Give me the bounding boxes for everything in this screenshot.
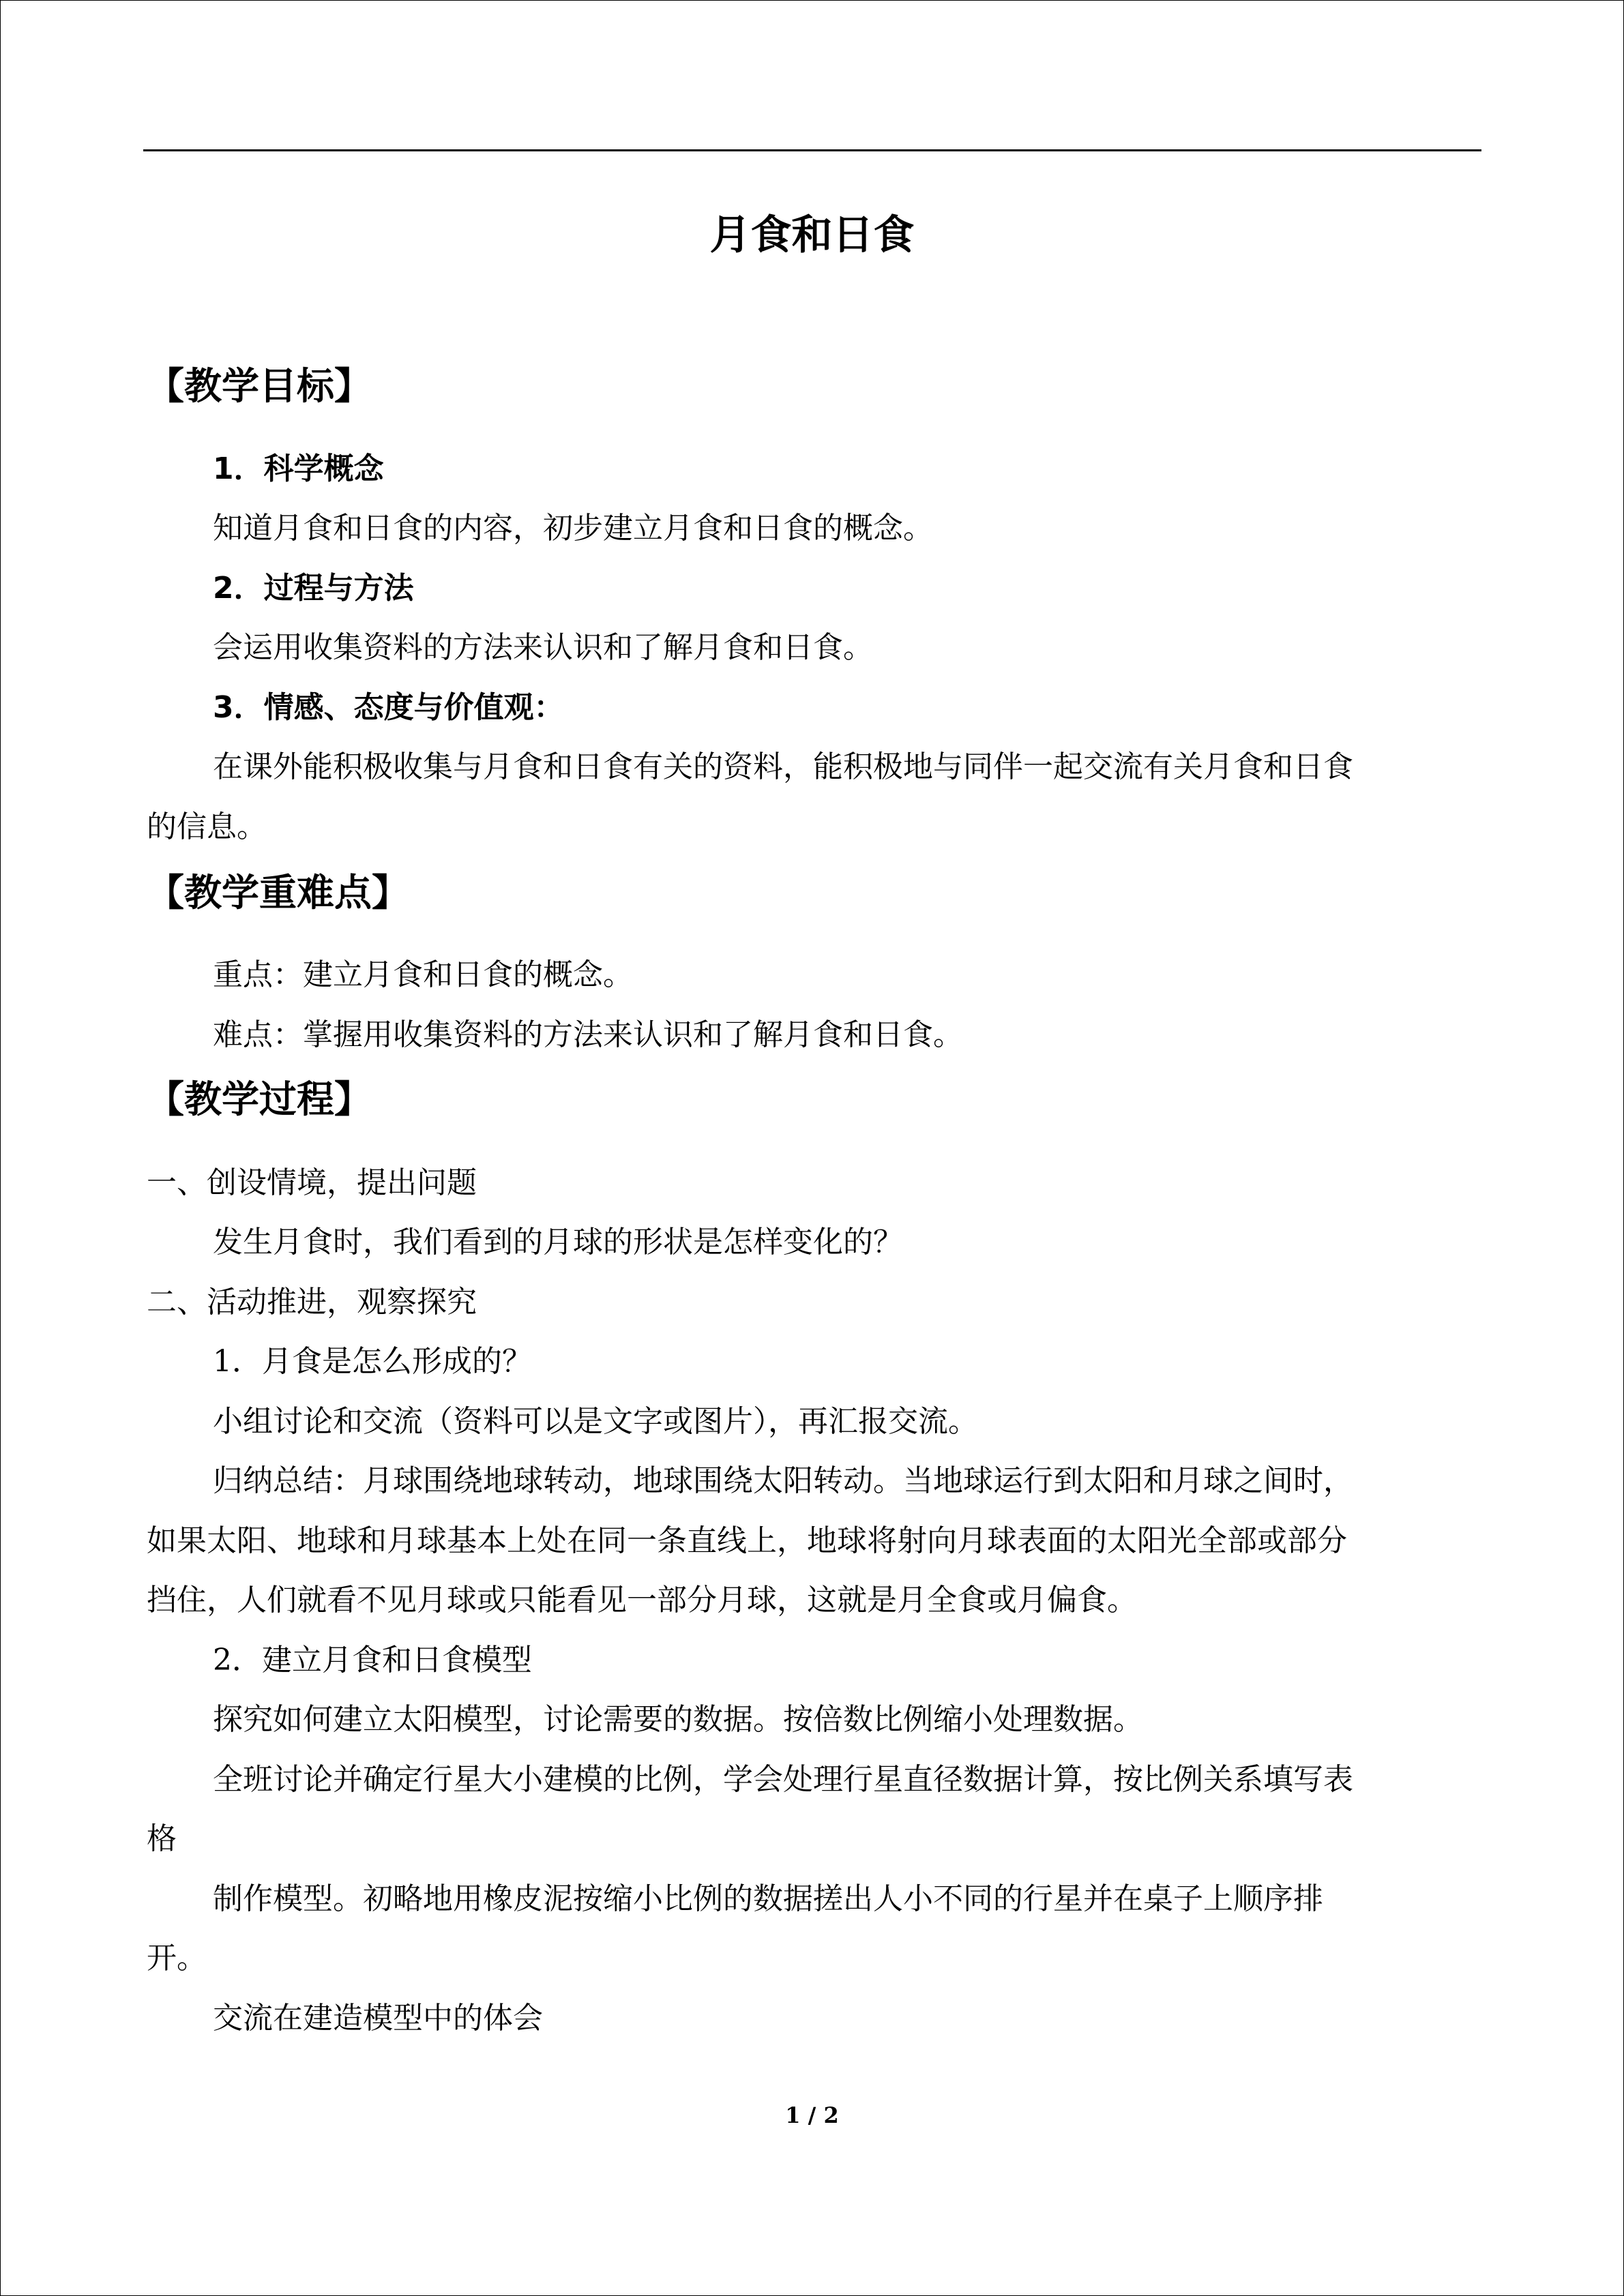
objective-text-process: 会运用收集资料的方法来认识和了解月食和日食。 <box>213 630 873 665</box>
process-step1-title: 1．月食是怎么形成的？ <box>213 1344 532 1379</box>
section-heading-key-points: 【教学重难点】 <box>147 871 410 914</box>
objective-text-concept: 知道月食和日食的内容，初步建立月食和日食的概念。 <box>213 511 933 546</box>
process-step2-para3-line1: 制作模型。初略地用橡皮泥按缩小比例的数据搓出人小不同的行星并在桌子上顺序排 <box>213 1881 1323 1916</box>
process-part2-title: 二、活动推进，观察探究 <box>147 1285 477 1320</box>
process-step2-para3-line2: 开。 <box>147 1941 207 1976</box>
process-step2-para1: 探究如何建立太阳模型，讨论需要的数据。按倍数比例缩小处理数据。 <box>213 1702 1143 1737</box>
header-rule <box>143 149 1481 151</box>
section-heading-objectives: 【教学目标】 <box>147 364 372 408</box>
objective-heading-attitude: 3．情感、态度与价值观： <box>213 690 564 725</box>
key-point-important: 重点：建立月食和日食的概念。 <box>213 957 633 992</box>
document-title: 月食和日食 <box>709 211 915 259</box>
process-part1-title: 一、创设情境，提出问题 <box>147 1165 477 1200</box>
process-summary-line3: 挡住，人们就看不见月球或只能看见一部分月球，这就是月全食或月偏食。 <box>147 1583 1137 1617</box>
process-step1-discuss: 小组讨论和交流（资料可以是文字或图片），再汇报交流。 <box>213 1404 978 1439</box>
objective-heading-process: 2．过程与方法 <box>213 571 414 606</box>
process-part1-question: 发生月食时，我们看到的月球的形状是怎样变化的？ <box>213 1225 903 1259</box>
process-step2-para2-line2: 格 <box>147 1821 177 1856</box>
objective-heading-concept: 1．科学概念 <box>213 451 384 486</box>
key-point-difficult: 难点：掌握用收集资料的方法来认识和了解月食和日食。 <box>213 1017 963 1052</box>
objective-text-attitude-line1: 在课外能积极收集与月食和日食有关的资料，能积极地与同伴一起交流有关月食和日食 <box>213 749 1353 784</box>
objective-text-attitude-line2: 的信息。 <box>147 809 267 844</box>
process-summary-line1: 归纳总结：月球围绕地球转动，地球围绕太阳转动。当地球运行到太阳和月球之间时， <box>213 1463 1353 1498</box>
page-number: 1 / 2 <box>785 2102 839 2128</box>
process-step2-para2-line1: 全班讨论并确定行星大小建模的比例，学会处理行星直径数据计算，按比例关系填写表 <box>213 1762 1353 1797</box>
process-summary-line2: 如果太阳、地球和月球基本上处在同一条直线上，地球将射向月球表面的太阳光全部或部分 <box>147 1523 1347 1558</box>
process-step2-title: 2．建立月食和日食模型 <box>213 1643 532 1678</box>
section-heading-process: 【教学过程】 <box>147 1077 372 1121</box>
process-step2-para4: 交流在建造模型中的体会 <box>213 2001 543 2036</box>
